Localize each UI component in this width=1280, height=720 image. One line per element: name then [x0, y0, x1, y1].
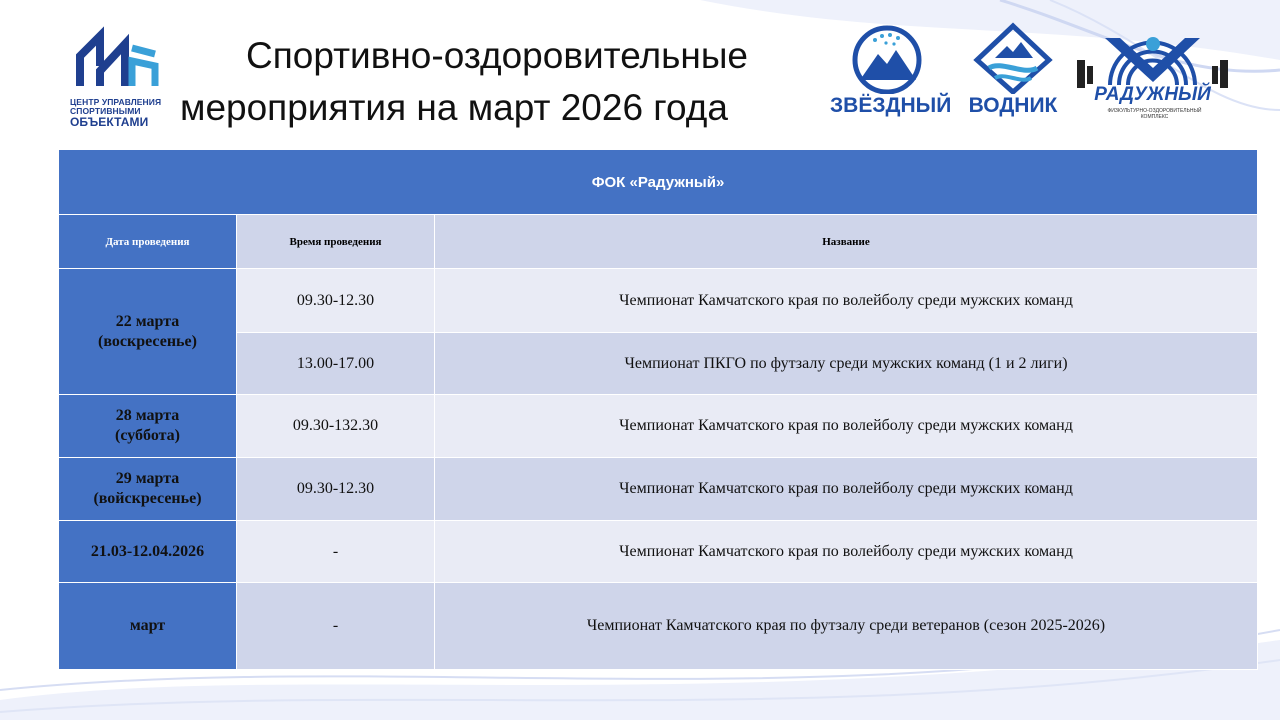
- title-line-2: мероприятия на март 2026 года: [180, 87, 728, 128]
- raduzhny-emblem-icon: [1075, 30, 1230, 90]
- cuso-caption-1: ЦЕНТР УПРАВЛЕНИЯ: [70, 97, 162, 107]
- table-heading-row: [59, 150, 1258, 215]
- column-header-date: Дата проведения: [59, 215, 237, 269]
- event-name-cell: Чемпионат ПКГО по футзалу среди мужских команд (1 и 2 лиги): [435, 333, 1258, 395]
- date-cell: [59, 521, 237, 583]
- time-cell: 09.30-12.30: [237, 269, 435, 333]
- zvezdny-logo: [830, 22, 952, 122]
- raduzhny-label: РАДУЖНЫЙ: [1094, 84, 1211, 105]
- time-cell: -: [237, 583, 435, 670]
- time-cell: 09.30-12.30: [237, 458, 435, 521]
- time-cell: 09.30-132.30: [237, 395, 435, 458]
- date-text: 21.03-12.04.2026: [90, 542, 205, 560]
- cuso-caption-2: СПОРТИВНЫМИ: [70, 106, 141, 116]
- vodnik-logo: [963, 22, 1063, 122]
- raduzhny-subtitle: ФИЗКУЛЬТУРНО-ОЗДОРОВИТЕЛЬНЫЙ КОМПЛЕКС: [1107, 108, 1202, 120]
- column-header-time: Время проведения: [237, 215, 435, 269]
- date-text: 22 марта: [115, 312, 180, 330]
- weekday-text: (воскресенье): [98, 332, 197, 350]
- schedule-table: [58, 149, 1258, 670]
- vodnik-label: ВОДНИК: [968, 94, 1058, 117]
- table-row: [59, 583, 1258, 670]
- date-cell: [59, 458, 237, 521]
- cuso-caption-3: ОБЪЕКТАМИ: [70, 115, 149, 129]
- date-cell: [59, 269, 237, 395]
- column-header-name: Название: [435, 215, 1258, 269]
- vodnik-emblem-icon: [963, 22, 1063, 94]
- weekday-text: (суббота): [115, 427, 180, 444]
- zvezdny-emblem-icon: [830, 22, 945, 94]
- cuso-logo: [70, 26, 165, 129]
- date-cell: [59, 395, 237, 458]
- event-name-cell: Чемпионат Камчатского края по футзалу среди ветеранов (сезон 2025-2026): [435, 583, 1258, 670]
- table-row: [59, 458, 1258, 521]
- zvezdny-label: ЗВЁЗДНЫЙ: [830, 94, 952, 117]
- date-text: 29 марта: [115, 470, 180, 487]
- cuso-emblem-icon: [70, 26, 165, 96]
- date-cell: [59, 583, 237, 670]
- page-title: [180, 30, 820, 134]
- table-row: [59, 269, 1258, 333]
- weekday-text: (войскресенье): [93, 490, 202, 507]
- event-name-cell: Чемпионат Камчатского края по волейболу среди мужских команд: [435, 269, 1258, 333]
- time-cell: -: [237, 521, 435, 583]
- date-text: 28 марта: [115, 407, 180, 424]
- table-header-row: [59, 215, 1258, 269]
- title-line-1: Спортивно-оздоровительные: [246, 35, 749, 76]
- date-text: март: [129, 617, 166, 634]
- table-row: [59, 395, 1258, 458]
- venue-heading: ФОК «Радужный»: [59, 150, 1258, 215]
- table-row: [59, 333, 1258, 395]
- raduzhny-logo: [1075, 30, 1230, 122]
- event-name-cell: Чемпионат Камчатского края по волейболу среди мужских команд: [435, 458, 1258, 521]
- event-name-cell: Чемпионат Камчатского края по волейболу среди мужских команд: [435, 395, 1258, 458]
- event-name-cell: Чемпионат Камчатского края по волейболу среди мужских команд: [435, 521, 1258, 583]
- time-cell: 13.00-17.00: [237, 333, 435, 395]
- table-row: [59, 521, 1258, 583]
